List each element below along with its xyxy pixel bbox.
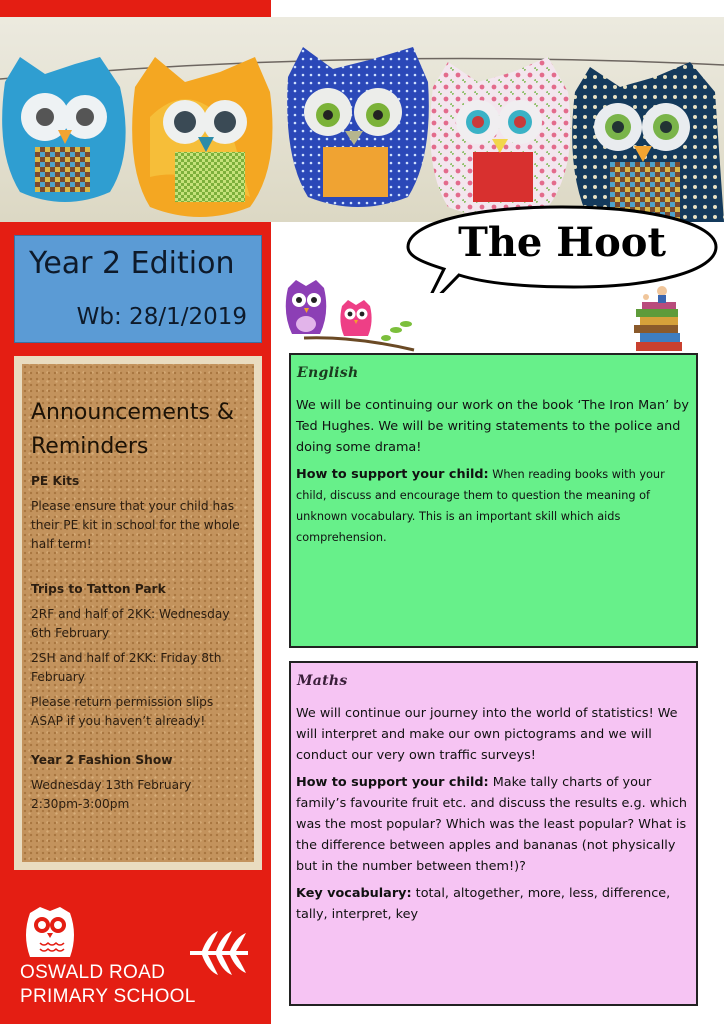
maths-vocab-text: total, altogether, more, less, difference, tally, interpret, key bbox=[296, 886, 671, 922]
trip-group-2: 2SH and half of 2KK: Friday 8th February bbox=[31, 651, 222, 684]
trips-heading: Trips to Tatton Park bbox=[31, 582, 166, 596]
school-name-line-2: PRIMARY SCHOOL bbox=[20, 986, 196, 1007]
maths-support bbox=[296, 772, 690, 877]
announcements-board bbox=[14, 356, 262, 870]
maths-support-label: How to support your child: bbox=[296, 775, 489, 790]
english-support bbox=[296, 464, 690, 548]
school-name-line-1: OSWALD ROAD bbox=[20, 962, 166, 983]
trip-group-1: 2RF and half of 2KK: Wednesday 6th February bbox=[31, 607, 230, 640]
owl-bunting-photo bbox=[0, 17, 724, 222]
maths-section bbox=[289, 661, 698, 1006]
pe-kits-heading: PE Kits bbox=[31, 474, 80, 488]
maths-intro: We will continue our journey into the world of statistics! We will interpret and make our own pictograms and we will conduct our very own traffic surveys! bbox=[296, 706, 678, 763]
english-heading: English bbox=[297, 365, 359, 381]
announcements-text bbox=[31, 396, 246, 820]
maths-vocabulary bbox=[296, 883, 690, 925]
maths-vocab-label: Key vocabulary: bbox=[296, 886, 412, 901]
permission-slips-note: Please return permission slips ASAP if you haven’t already! bbox=[31, 695, 214, 728]
english-body bbox=[296, 395, 690, 554]
stack-of-books-illustration bbox=[632, 282, 686, 354]
english-section bbox=[289, 353, 698, 648]
maths-body bbox=[296, 703, 690, 931]
english-support-text: When reading books with your child, discuss and encourage them to question the meaning of unknown vocabulary. This is an important skill which aids comprehension. bbox=[296, 468, 665, 544]
edition-title: Year 2 Edition bbox=[29, 246, 235, 281]
fashion-show-date: Wednesday 13th February 2:30pm-3:00pm bbox=[31, 778, 192, 811]
announcements-heading: Announcements & Reminders bbox=[31, 400, 235, 459]
owls-on-branch-illustration bbox=[284, 278, 420, 354]
maths-heading: Maths bbox=[297, 673, 348, 689]
edition-box bbox=[14, 235, 262, 343]
week-beginning-date: Wb: 28/1/2019 bbox=[76, 304, 247, 330]
owl-bunting-illustration bbox=[0, 17, 724, 222]
pe-kits-text: Please ensure that your child has their PE kit in school for the whole half term! bbox=[31, 499, 240, 551]
fashion-show-heading: Year 2 Fashion Show bbox=[31, 753, 173, 767]
maths-support-text: Make tally charts of your family’s favourite fruit etc. and discuss the results e.g. which was the most popular? Which was the least popular? What is the difference between apples and bananas (not physically but in the number between them!)? bbox=[296, 775, 688, 874]
english-intro: We will be continuing our work on the book ‘The Iron Man’ by Ted Hughes. We will be writing statements to the police and doing some drama! bbox=[296, 398, 689, 455]
english-support-label: How to support your child: bbox=[296, 467, 489, 482]
newsletter-title: The Hoot bbox=[458, 219, 666, 266]
